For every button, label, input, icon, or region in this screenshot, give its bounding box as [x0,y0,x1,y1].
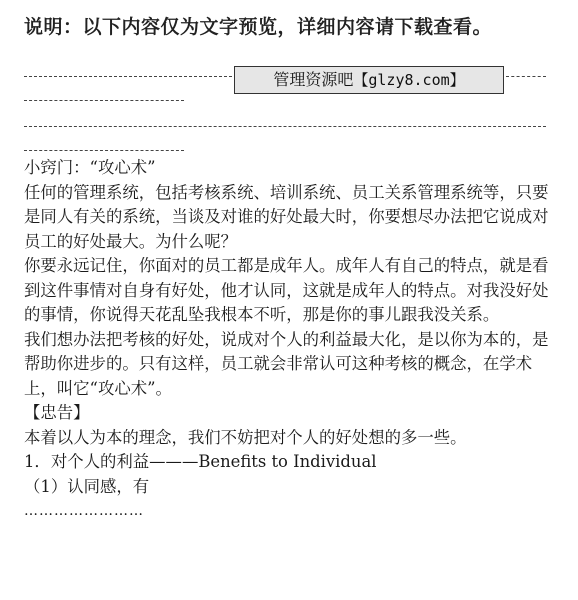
section-title: 小窍门：“攻心术” [24,158,156,177]
divider-line [24,126,546,128]
site-banner[interactable] [234,66,504,94]
site-url: 【glzy8.com】 [353,71,465,89]
body-paragraph: 你要永远记住，你面对的员工都是成年人。成年人有自己的特点，就是看到这件事情对自身有好处，他才认同，这就是成年人的特点。对我没好处的事情，你说得天花乱坠我根本不听，那是你的事儿跟我没关系。 [24,256,549,324]
truncation-ellipsis: …………………… [24,503,144,519]
divider-line [24,150,184,152]
advice-heading: 【忠告】 [24,403,90,422]
body-paragraph: 任何的管理系统，包括考核系统、培训系统、员工关系管理系统等，只要是同人有关的系统，当谈及对谁的好处最大时，你要想尽办法把它说成对员工的好处最大。为什么呢？ [24,182,549,251]
body-paragraph: 我们想办法把考核的好处，说成对个人的利益最大化，是以你为本的，是帮助你进步的。只有这样，员工就会非常认可这种考核的概念，在学术上，叫它“攻心术”。 [24,329,549,398]
list-item-text: 1．对个人的利益———Benefits to Individual [24,452,377,471]
list-item-sub: （1）认同感，有 [24,476,150,496]
document-body [24,156,552,524]
divider-line [506,76,546,78]
list-item [24,450,552,475]
divider-line [24,76,232,78]
body-paragraph: 本着以人为本的理念，我们不妨把对个人的好处想的多一些。 [24,427,467,447]
preview-notice: 说明：以下内容仅为文字预览，详细内容请下载查看。 [24,16,493,38]
divider-line [24,100,184,102]
site-name: 管理资源吧 [273,70,354,89]
